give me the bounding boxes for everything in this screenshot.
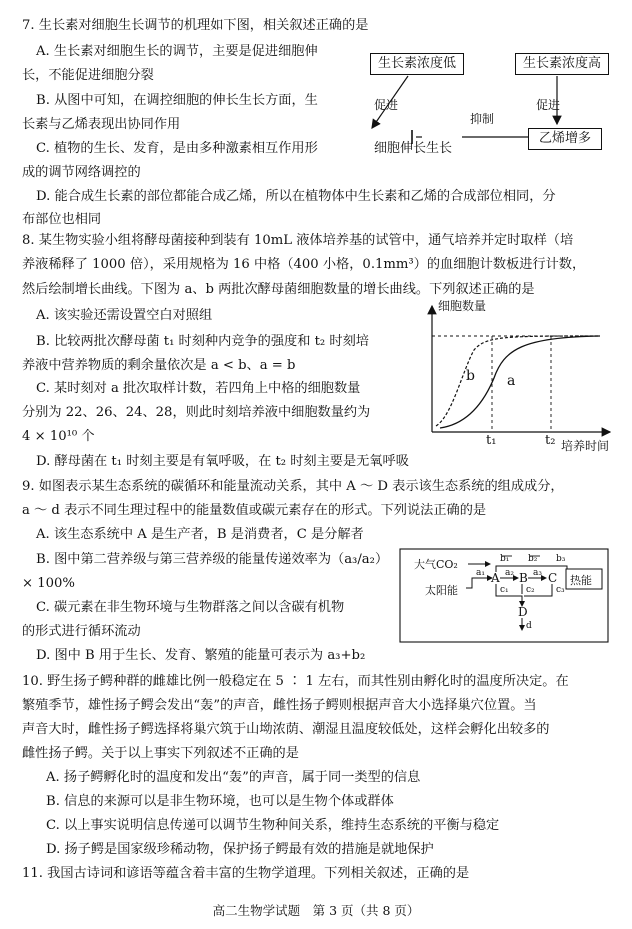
t2-label: t₂: [545, 433, 556, 448]
label-b2: b₂: [528, 554, 538, 564]
label-c1: c₁: [500, 585, 509, 595]
q10-option-b: B. 信息的来源可以是非生物环境，也可以是生物个体或群体: [46, 794, 394, 809]
curve-a-label: a: [507, 373, 516, 389]
q7-option-d-line1: D. 能合成生长素的部位都能合成乙烯，所以在植物体中生长素和乙烯的合成部位相同，分: [36, 189, 556, 204]
q8-option-b-line2: 养液中营养物质的剩余量依次是 a < b、a = b: [22, 358, 296, 373]
node-C: C: [548, 571, 558, 585]
q9-option-b-line1: B. 图中第二营养级与第三营养级的能量传递效率为（a₃/a₂）: [36, 552, 389, 567]
q10-stem-line2: 繁殖季节，雄性扬子鳄会发出“轰”的声音，雌性扬子鳄则根据声音大小选择巢穴位置。当: [22, 698, 537, 713]
promote-label-right: 促进: [536, 98, 561, 112]
q10-stem-line4: 雌性扬子鳄。关于以上事实下列叙述不正确的是: [22, 746, 299, 761]
low-auxin-box: 生长素浓度低: [370, 53, 464, 75]
label-d: d: [526, 621, 532, 631]
label-a3: a₃: [533, 568, 542, 578]
label-b3: b₃: [556, 554, 566, 564]
q8-option-b-line1: B. 比较两批次酵母菌 t₁ 时刻种内竞争的强度和 t₂ 时刻培: [36, 334, 369, 349]
q10-option-a: A. 扬子鳄孵化时的温度和发出“轰”的声音，属于同一类型的信息: [46, 770, 421, 785]
label-a1: a₁: [476, 568, 485, 578]
label-c3: c₃: [556, 585, 565, 595]
co2-label: 大气CO₂: [414, 558, 458, 571]
q8-stem-line3: 然后绘制增长曲线。下图为 a、b 两批次酵母菌细胞数量的增长曲线。下列叙述正确的是: [22, 282, 535, 297]
q8-option-a: A. 该实验还需设置空白对照组: [36, 308, 213, 323]
q7-option-b-line2: 长素与乙烯表现出协同作用: [22, 117, 181, 132]
q8-stem-line1: 8. 某生物实验小组将酵母菌接种到装有 10mL 液体培养基的试管中，通气培养并定时取样（培: [22, 233, 574, 248]
q10-stem-line1: 10. 野生扬子鳄种群的雌雄比例一般稳定在 5 ∶ 1 左右，而其性别由孵化时的温度所决定。在: [22, 674, 569, 689]
q11-stem: 11. 我国古诗词和谚语等蕴含着丰富的生物学道理。下列相关叙述，正确的是: [22, 866, 470, 881]
sun-label: 太阳能: [425, 584, 458, 597]
label-b1: b₁: [500, 554, 510, 564]
q8-option-c-line1: C. 某时刻对 a 批次取样计数，若四角上中格的细胞数量: [36, 381, 361, 396]
label-a2: a₂: [505, 568, 514, 578]
node-D: D: [518, 605, 528, 619]
q9-option-b-line2: × 100%: [22, 576, 75, 591]
high-auxin-box: 生长素浓度高: [515, 53, 609, 75]
q7-option-a-line2: 长，不能促进细胞分裂: [22, 68, 154, 83]
q9-stem-line1: 9. 如图表示某生态系统的碳循环和能量流动关系，其中 A ～ D 表示该生态系统的组成成分，: [22, 479, 564, 494]
q8-stem-line2: 养液稀释了 1000 倍），采用规格为 16 中格（400 小格，0.1mm³）的血细胞计数板进行计数，: [22, 257, 586, 272]
t1-label: t₁: [486, 433, 497, 448]
q9-option-d: D. 图中 B 用于生长、发育、繁殖的能量可表示为 a₃+b₂: [36, 648, 366, 663]
q9-stem-line2: a ～ d 表示不同生理过程中的能量数值或碳元素存在的形式。下列说法正确的是: [22, 503, 487, 518]
page-footer: 高二生物学试题 第 3 页（共 8 页）: [212, 903, 420, 918]
q7-option-c-line2: 成的调节网络调控的: [22, 165, 141, 180]
q10-option-c: C. 以上事实说明信息传递可以调节生物种间关系，维持生态系统的平衡与稳定: [46, 818, 500, 833]
chart-ylabel: 细胞数量: [438, 299, 487, 313]
q9-option-c-line1: C. 碳元素在非生物环境与生物群落之间以含碳有机物: [36, 600, 345, 615]
q7-option-d-line2: 布部位也相同: [22, 212, 102, 227]
inhibit-label: 抑制: [470, 112, 495, 126]
node-A: A: [491, 571, 500, 585]
q8-option-c-line3: 4 × 10¹⁰ 个: [22, 429, 95, 444]
q10-stem-line3: 声音大时，雌性扬子鳄选择将巢穴筑于山坳浓荫、潮湿且温度较低处，这样会孵化出较多的: [22, 722, 550, 737]
q10-option-d: D. 扬子鳄是国家级珍稀动物，保护扬子鳄最有效的措施是就地保护: [46, 842, 434, 857]
chart-xlabel: 培养时间: [561, 439, 610, 453]
promote-label-left: 促进: [374, 98, 399, 112]
ethylene-box: 乙烯增多: [528, 128, 602, 150]
q8-option-d: D. 酵母菌在 t₁ 时刻主要是有氧呼吸，在 t₂ 时刻主要是无氧呼吸: [36, 454, 409, 469]
q9-option-c-line2: 的形式进行循环流动: [22, 624, 141, 639]
curve-b-label: b: [466, 368, 475, 384]
heat-label: 热能: [570, 574, 592, 587]
q7-option-c-line1: C. 植物的生长、发育，是由多种激素相互作用形: [36, 141, 318, 156]
q8-option-c-line2: 分别为 22、26、24、28，则此时刻培养液中细胞数量约为: [22, 405, 371, 420]
q7-option-b-line1: B. 从图中可知，在调控细胞的伸长生长方面，生: [36, 93, 318, 108]
label-c2: c₂: [526, 585, 535, 595]
node-B: B: [519, 571, 528, 585]
cell-elongation-label: 细胞伸长生长: [374, 141, 453, 156]
q9-option-a: A. 该生态系统中 A 是生产者，B 是消费者，C 是分解者: [36, 527, 364, 542]
q7-option-a-line1: A. 生长素对细胞生长的调节，主要是促进细胞伸: [36, 44, 318, 59]
q7-stem: 7. 生长素对细胞生长调节的机理如下图，相关叙述正确的是: [22, 18, 369, 33]
